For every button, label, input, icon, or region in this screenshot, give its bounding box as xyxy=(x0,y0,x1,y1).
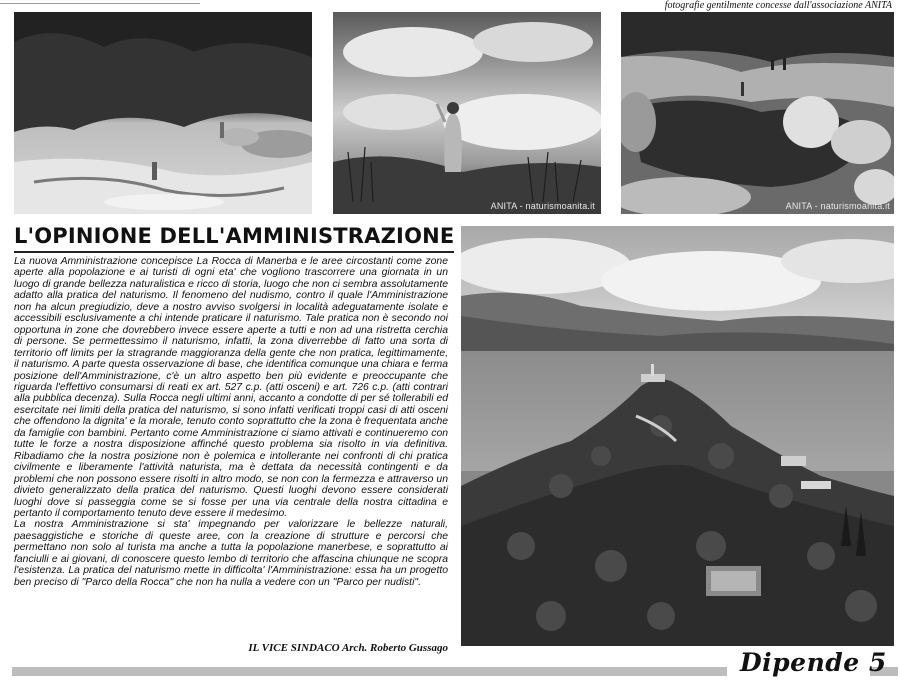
article-body xyxy=(14,256,448,588)
photo-river-pool xyxy=(621,12,894,214)
photo-river-rocks xyxy=(14,12,312,214)
photo-credit: fotografie gentilmente concesse dall'associazione ANITA xyxy=(664,0,892,11)
photo-figure-dunes xyxy=(333,12,601,214)
photo-watermark: ANITA - naturismoanita.it xyxy=(785,201,890,211)
article-signature: IL VICE SINDACO Arch. Roberto Gussago xyxy=(248,642,448,654)
title-underline xyxy=(14,251,454,253)
photo-rocca-aerial xyxy=(461,226,894,646)
article-title: L'OPINIONE DELL'AMMINISTRAZIONE xyxy=(14,224,455,248)
article-paragraph: La nuova Amministrazione concepisce La Rocca di Manerba e le aree circostanti come zone aperte alla popolazione e ai turisti di ogni eta' che vogliono trascorrere una giornata in un luogo di grande bellezza naturalistica e ricco di storia, luogo che non ci sembra assolutamente adatto alla pratica del naturismo. Il fenomeno del nudismo, contro il quale l'Amministrazione non ha alcun pregiudizio, deve a nostro avviso svolgersi in località adeguatamente isolate e accessibili esclusivamente a chi intende praticare il naturismo. Tale pratica non è secondo noi opportuna in zone che dovrebbero invece essere aperte a tutti e non ad una ristretta cerchia di persone. Se permettessimo il naturismo, infatti, la zona diverrebbe di fatto una sorta di territorio off limits per la stragrande maggioranza della gente che non pratica, legittimamente, il naturismo. A parte questa osservazione di base, che identifica comunque una chiara e ferma posizione dell'Amministrazione, c'è un altro aspetto ben più evidente e preoccupante che riguarda l'effettivo consumarsi di reati ex art. 527 c.p. (atti osceni) e art. 726 c.p. (atti contrari alla pubblica decenza). Sulla Rocca negli ultimi anni, accanto a condotte di per sé tollerabili ed esercitate nei limiti della pratica del naturismo, si sono infatti verificati troppi casi di atti osceni che offendono la dignita' e la morale, tenuto conto soprattutto che la zona è frequentata anche da famiglie con bambini. Pertanto come Amministrazione ci siamo attivati e continueremo con tutte le forze a nostra disposizione affinché questo problema sia risolto in via definitiva. Ribadiamo che la nostra posizione non è polemica e intollerante nei confronti di chi pratica civilmente e liberamente l'attività naturista, ma è dettata da necessità contingenti e da problemi che non possono essere risolti in altro modo, se non con la fermezza e attraverso un divieto generalizzato della pratica del naturismo. Questi luoghi devono essere considerati luoghi dove si passeggia come se si fosse per una via centrale della nostra cittadina e pertanto il comportamento tenuto deve essere il medesimo. xyxy=(14,256,448,519)
photo-watermark: ANITA - naturismoanita.it xyxy=(490,201,595,211)
footer-publication: Dipende 5 xyxy=(740,648,887,677)
footer-bar xyxy=(12,667,727,676)
top-rule xyxy=(0,0,200,4)
article-paragraph: La nostra Amministrazione si sta' impegnando per valorizzare le bellezze naturali, paesaggistiche e storiche di queste aree, con la creazione di strutture e percorsi che permettano non solo al turista ma anche a tutta la popolazione manerbese, e soprattutto ai fanciulli e ai giovani, di conoscere questo lembo di territorio che affascina chiunque ne scopra l'esistenza. La pratica del naturismo mette in difficolta' l'Amministrazione: essa ha un progetto ben preciso di "Parco della Rocca" che non ha nulla a vedere con un "Parco per nudisti". xyxy=(14,519,448,588)
